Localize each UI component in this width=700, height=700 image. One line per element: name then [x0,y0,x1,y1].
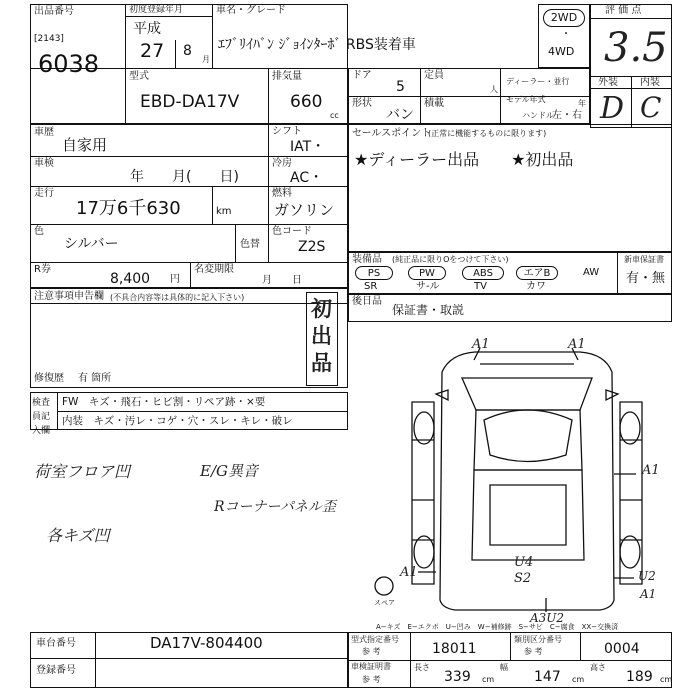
cooling-value: AC・ [290,170,324,186]
lot-number: 6038 [38,50,100,78]
sales-label: セールスポイント [352,128,432,139]
handle-value: 左・右 [552,110,582,121]
door-label: ドア [352,70,372,81]
exterior-label: 外装 [598,77,618,88]
width-unit: cm [572,675,585,684]
length-unit: cm [482,675,495,684]
cooling-label: 冷房 [272,158,292,169]
height-label: 高さ [590,663,606,672]
spare-label: スペア [374,599,395,607]
ref-label-1: 参 考 [362,647,381,656]
mark-front-right: A1 [568,337,586,352]
eval-label: 評 価 点 [605,5,642,16]
handwritten-note-2: 各キズ凹 [46,526,110,545]
handwritten-note-4: Rコーナーパネル歪 [214,499,336,515]
equip-ps: PS [355,266,393,280]
equipment-label: 装備品 [352,254,382,265]
length-value: 339 [444,669,471,685]
interior-grade: C [640,91,662,124]
length-label: 長さ [414,663,430,672]
warranty-label: 新車保証書 [624,255,664,264]
equip-tv: TV [474,281,487,292]
model-label: 型式 [129,71,149,82]
car-name: ｴﾌﾞﾘｲﾊﾞﾝ ｼﾞｮｲﾝﾀｰﾎﾞ RBS装着車 [218,37,416,53]
history-label: 車歴 [34,127,54,138]
equip-abs: ABS [462,266,504,280]
mark-right-side: A1 [642,463,660,478]
inspector-label: 検査員記入欄 [32,398,51,436]
fuel-value: ガソリン [274,201,335,219]
exterior-grade: D [600,91,625,126]
color-code-value: Z2S [298,239,326,255]
docs-value: 保証書・取説 [392,303,465,317]
sales-sublabel: (正常に機能するものに限ります) [428,129,547,138]
name-grade-label: 車名・グレード [216,5,286,16]
equip-leather: カワ [526,281,546,292]
repair-label: 修復歴 [34,373,64,384]
handle-label: ハンドル [522,111,554,120]
mark-front-left: A1 [472,337,490,352]
recycle-unit: 円 [170,274,180,285]
height-value: 189 [626,669,653,685]
reg-month-unit: 月 [202,55,210,64]
year-unit: 年 [578,99,586,108]
shift-label: シフト [272,126,302,137]
category-label: 類別区分番号 [514,635,562,644]
first-reg-label: 初度登録年月 [129,5,184,15]
chassis-label: 車台番号 [36,638,76,649]
reg-no-label: 登録番号 [36,665,76,676]
color-change-label: 色替 [240,239,260,250]
recycle-value: 8,400 [110,271,151,287]
model-desig-label: 型式指定番号 [351,635,399,644]
drive-4wd: 4WD [548,45,575,58]
recycle-label: R券 [34,264,51,275]
lot-no-label: 出品番号 [34,6,74,17]
interior-label: 内装 [640,77,660,88]
mileage-unit: km [216,206,232,217]
color-value: シルバー [64,236,119,252]
loading-label: 積載 [424,98,444,109]
handwritten-note-3: E/G異音 [200,462,258,480]
equip-airbag: エアB [516,266,558,280]
notes-label: 注意事項申告欄 [34,291,104,302]
chassis-value: DA17V-804400 [150,634,263,652]
sales-points: ★ディーラー出品 ★初出品 [354,150,574,169]
model-desig-value: 18011 [432,641,477,657]
shift-value: IAT・ [290,139,326,155]
mileage-value: 17万6千630 [76,198,181,219]
history-value: 自家用 [62,136,108,154]
mark-right-rear-2: A1 [640,587,657,601]
reg-year: 27 [140,40,165,62]
repair-value: 有 箇所 [78,373,112,384]
era: 平成 [133,21,161,37]
dealer-import-label: ディーラー・並行 [506,77,570,86]
ref-label-3: 参 考 [362,675,381,684]
height-unit: cm [660,675,673,684]
inspector-row-2: 内装 キズ・汚レ・コゲ・穴・スレ・キレ・破レ [62,415,293,427]
shape-value: バン [386,107,414,123]
color-code-label: 色コード [272,226,312,237]
name-change-label: 名変期限 [194,264,234,275]
displacement-value: 660 [290,92,323,112]
eval-score: 3.5 [604,25,668,71]
capacity-unit: 人 [490,85,498,94]
lot-ref: [2143] [34,34,64,44]
equip-pw: PW [408,266,446,280]
mark-left-rear: A1 [400,565,418,580]
notes-sublabel: (不具合内容等は具体的に記入下さい) [110,293,245,302]
mileage-label: 走行 [34,188,54,199]
inspection-label: 車検 [34,158,54,169]
capacity-label: 定員 [424,70,444,81]
sales-box [348,124,672,252]
ref-label-2: 参 考 [524,647,543,656]
door-value: 5 [396,79,405,95]
drive-2wd: 2WD [543,9,585,27]
displacement-label: 排気量 [272,71,302,82]
inspection-value: 年 月( 日) [130,169,239,185]
category-value: 0004 [604,641,640,657]
docs-label: 後日品 [352,296,382,307]
handwritten-note-1: 荷室フロア凹 [34,462,131,481]
equip-sunroof: サ-ル [416,281,440,292]
width-label: 幅 [500,663,508,672]
vehicle-size-label: 車検証明書 [351,662,391,671]
mark-rear-floor-2: S2 [514,571,532,586]
model-value: EBD-DA17V [140,92,240,112]
warranty-value: 有・無 [626,271,666,286]
model-year-label: モデル年式 [506,95,546,104]
reg-month: 8 [183,43,192,59]
damage-legend: A−キズ E−エクボ U−凹み W−補修跡 S−サビ C−腐食 XX−交換済 [376,623,619,631]
name-change-value: 月 日 [262,275,302,286]
width-value: 147 [534,669,561,685]
mark-rear: A3U2 [530,611,565,625]
fuel-label: 燃料 [272,188,292,199]
mark-rear-floor-1: U4 [514,555,534,570]
equip-sr: SR [364,281,378,292]
color-label: 色 [34,226,44,237]
displacement-unit: cc [330,111,339,120]
shape-label: 形状 [352,98,372,109]
drive-dot: ・ [561,29,571,40]
inspector-row-1: FW キズ・飛石・ヒビ割・リペア跡・×要 [62,396,266,408]
first-listing-text: 初出品 [311,297,332,375]
mark-right-rear-1: U2 [638,569,656,583]
equip-aw: AW [583,267,600,278]
equipment-sublabel: (純正品に限りOをつけて下さい) [392,255,509,264]
